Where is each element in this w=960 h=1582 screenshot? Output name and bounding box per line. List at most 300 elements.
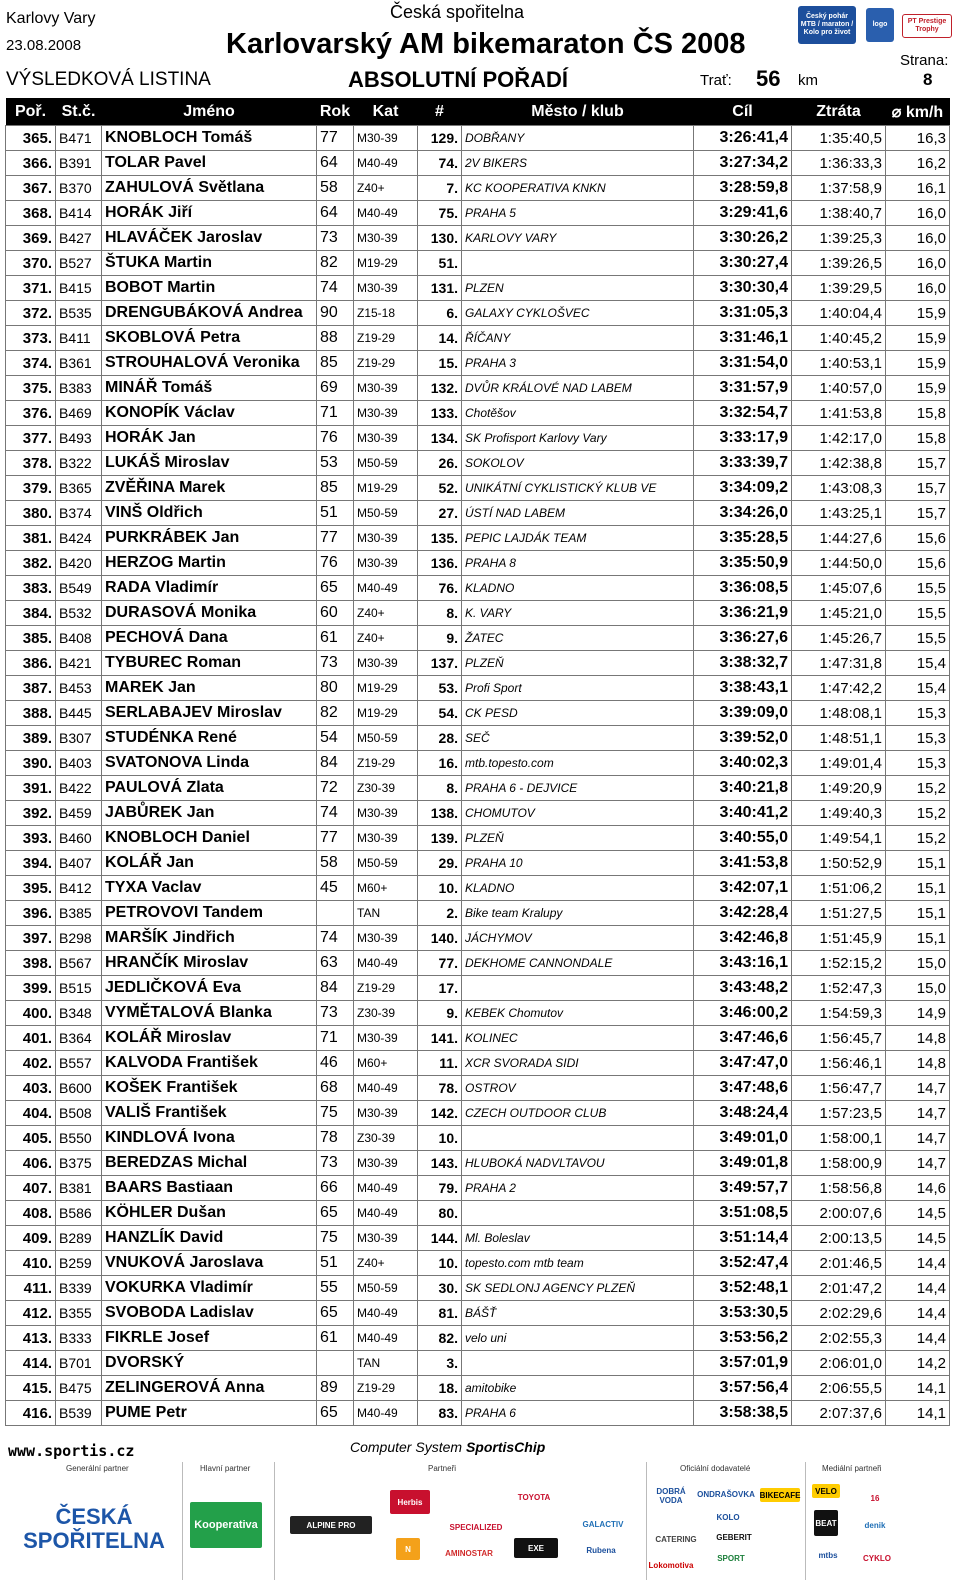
cell-gap: 1:56:45,7 (792, 1026, 886, 1051)
cell-gap: 2:07:37,6 (792, 1401, 886, 1426)
cell-name: PURKRÁBEK Jan (102, 526, 317, 551)
cell-finish-time: 3:30:30,4 (694, 276, 792, 301)
cell-gap: 2:00:13,5 (792, 1226, 886, 1251)
cell-year: 54 (317, 726, 354, 751)
sponsor-logo: Herbis (390, 1490, 430, 1514)
cell-category-rank: 29. (418, 851, 462, 876)
cell-category: M19-29 (354, 251, 418, 276)
cell-category: M19-29 (354, 701, 418, 726)
cell-gap: 1:51:27,5 (792, 901, 886, 926)
cell-category: Z30-39 (354, 1001, 418, 1026)
cell-category-rank: 14. (418, 326, 462, 351)
cell-year: 78 (317, 1126, 354, 1151)
cell-start-number: B365 (56, 476, 102, 501)
cell-category-rank: 143. (418, 1151, 462, 1176)
cell-finish-time: 3:32:54,7 (694, 401, 792, 426)
cell-category-rank: 82. (418, 1326, 462, 1351)
cell-category: M30-39 (354, 651, 418, 676)
sponsor-logo: SPORT (712, 1550, 750, 1566)
cell-start-number: B471 (56, 126, 102, 151)
cell-name: TYXA Vaclav (102, 876, 317, 901)
cell-finish-time: 3:57:01,9 (694, 1351, 792, 1376)
header-row (6, 98, 950, 126)
cell-category: M40-49 (354, 201, 418, 226)
cell-start-number: B557 (56, 1051, 102, 1076)
cell-category-rank: 17. (418, 976, 462, 1001)
cell-speed: 15,1 (886, 926, 950, 951)
cell-category-rank: 28. (418, 726, 462, 751)
sponsor-logo: CYKLO (862, 1550, 892, 1566)
cell-club: ŘÍČANY (462, 326, 694, 351)
cell-name: HANZLÍK David (102, 1226, 317, 1251)
cell-speed: 15,3 (886, 701, 950, 726)
cell-gap: 1:49:54,1 (792, 826, 886, 851)
cell-finish-time: 3:28:59,8 (694, 176, 792, 201)
cell-category-rank: 7. (418, 176, 462, 201)
sponsor-logo: Rubena (574, 1542, 628, 1558)
cell-gap: 2:02:55,3 (792, 1326, 886, 1351)
cell-club: HLUBOKÁ NADVLTAVOU (462, 1151, 694, 1176)
cell-club: PEPIC LAJDÁK TEAM (462, 526, 694, 551)
cell-category: M30-39 (354, 551, 418, 576)
cell-year: 46 (317, 1051, 354, 1076)
cell-start-number: B460 (56, 826, 102, 851)
cell-gap: 1:45:07,6 (792, 576, 886, 601)
cell-year: 63 (317, 951, 354, 976)
cell-start-number: B289 (56, 1226, 102, 1251)
cell-category: M30-39 (354, 376, 418, 401)
cell-category: M50-59 (354, 501, 418, 526)
cell-year: 76 (317, 551, 354, 576)
cell-finish-time: 3:29:41,6 (694, 201, 792, 226)
cell-name: DVORSKÝ (102, 1351, 317, 1376)
cell-category-rank: 51. (418, 251, 462, 276)
cell-start-number: B381 (56, 1176, 102, 1201)
cell-speed: 14,8 (886, 1026, 950, 1051)
cell-finish-time: 3:41:53,8 (694, 851, 792, 876)
cell-club: DOBŘANY (462, 126, 694, 151)
cell-category: M50-59 (354, 851, 418, 876)
cell-finish-time: 3:31:05,3 (694, 301, 792, 326)
cell-start-number: B427 (56, 226, 102, 251)
sponsor-logo: ALPINE PRO (290, 1516, 372, 1534)
cell-rank: 369. (6, 226, 56, 251)
cell-year: 55 (317, 1276, 354, 1301)
table-row (6, 351, 950, 376)
cell-gap: 1:44:27,6 (792, 526, 886, 551)
cell-name: STUDÉNKA René (102, 726, 317, 751)
table-row (6, 776, 950, 801)
cell-start-number: B424 (56, 526, 102, 551)
cell-category: M30-39 (354, 1026, 418, 1051)
cell-category: M40-49 (354, 951, 418, 976)
computer-system-label: Computer System (350, 1439, 463, 1455)
cell-year: 77 (317, 126, 354, 151)
cell-category-rank: 77. (418, 951, 462, 976)
cell-year: 64 (317, 151, 354, 176)
cell-start-number: B414 (56, 201, 102, 226)
cell-year: 74 (317, 801, 354, 826)
table-row (6, 1101, 950, 1126)
cell-gap: 1:52:47,3 (792, 976, 886, 1001)
cell-speed: 14,4 (886, 1326, 950, 1351)
cell-gap: 1:52:15,2 (792, 951, 886, 976)
cell-gap: 1:36:33,3 (792, 151, 886, 176)
cell-rank: 379. (6, 476, 56, 501)
table-row (6, 601, 950, 626)
cell-start-number: B391 (56, 151, 102, 176)
place: Karlovy Vary (6, 10, 96, 27)
cell-finish-time: 3:43:48,2 (694, 976, 792, 1001)
cell-category: M30-39 (354, 1226, 418, 1251)
cell-speed: 15,9 (886, 326, 950, 351)
cell-name: KALVODA František (102, 1051, 317, 1076)
table-row (6, 651, 950, 676)
cell-year: 71 (317, 1026, 354, 1051)
cell-year: 88 (317, 326, 354, 351)
cell-club: KOLINEC (462, 1026, 694, 1051)
cell-speed: 14,5 (886, 1226, 950, 1251)
cell-gap: 1:42:17,0 (792, 426, 886, 451)
cell-rank: 365. (6, 126, 56, 151)
cell-category: M30-39 (354, 276, 418, 301)
cell-finish-time: 3:40:02,3 (694, 751, 792, 776)
cell-finish-time: 3:40:55,0 (694, 826, 792, 851)
cell-year: 82 (317, 251, 354, 276)
cell-club: PRAHA 6 (462, 1401, 694, 1426)
cell-category-rank: 6. (418, 301, 462, 326)
table-row (6, 626, 950, 651)
cell-name: SVATONOVA Linda (102, 751, 317, 776)
cell-club: K. VARY (462, 601, 694, 626)
cell-year: 65 (317, 1301, 354, 1326)
cell-category-rank: 144. (418, 1226, 462, 1251)
cell-year: 76 (317, 426, 354, 451)
cell-rank: 375. (6, 376, 56, 401)
cell-category-rank: 26. (418, 451, 462, 476)
cell-category-rank: 30. (418, 1276, 462, 1301)
cell-speed: 14,8 (886, 1051, 950, 1076)
table-row (6, 551, 950, 576)
category-general: Generální partner (66, 1464, 129, 1473)
cell-rank: 385. (6, 626, 56, 651)
category-suppliers: Oficiální dodavatelé (680, 1464, 751, 1473)
cell-club: BÁŠŤ (462, 1301, 694, 1326)
cell-finish-time: 3:46:00,2 (694, 1001, 792, 1026)
cell-start-number: B412 (56, 876, 102, 901)
cell-speed: 14,5 (886, 1201, 950, 1226)
cell-finish-time: 3:36:27,6 (694, 626, 792, 651)
cell-rank: 381. (6, 526, 56, 551)
cell-gap: 1:35:40,5 (792, 126, 886, 151)
cell-year: 51 (317, 501, 354, 526)
trat-label: Trať: (700, 72, 732, 89)
website-link[interactable]: www.sportis.cz (8, 1442, 135, 1460)
cell-category-rank: 132. (418, 376, 462, 401)
cell-category: M40-49 (354, 1401, 418, 1426)
cell-club: CK PESD (462, 701, 694, 726)
cell-category-rank: 134. (418, 426, 462, 451)
cell-rank: 400. (6, 1001, 56, 1026)
cell-name: HRANČÍK Miroslav (102, 951, 317, 976)
cell-finish-time: 3:57:56,4 (694, 1376, 792, 1401)
cell-speed: 15,4 (886, 651, 950, 676)
cell-start-number: B385 (56, 901, 102, 926)
table-row (6, 826, 950, 851)
cell-category-rank: 81. (418, 1301, 462, 1326)
cell-club: PLZEŇ (462, 826, 694, 851)
table-row (6, 1126, 950, 1151)
cell-rank: 382. (6, 551, 56, 576)
cell-rank: 388. (6, 701, 56, 726)
cell-speed: 15,3 (886, 726, 950, 751)
cell-speed: 16,0 (886, 276, 950, 301)
sponsor-logo: VELO (812, 1484, 840, 1498)
cell-start-number: B453 (56, 676, 102, 701)
table-row (6, 1076, 950, 1101)
cell-year: 58 (317, 176, 354, 201)
cell-name: KOLÁŘ Jan (102, 851, 317, 876)
cell-name: BEREDZAS Michal (102, 1151, 317, 1176)
cell-rank: 384. (6, 601, 56, 626)
cell-category: M40-49 (354, 1201, 418, 1226)
sponsor-logo: Lokomotiva (654, 1556, 688, 1574)
cell-start-number: B415 (56, 276, 102, 301)
table-row (6, 476, 950, 501)
cell-finish-time: 3:51:14,4 (694, 1226, 792, 1251)
trat-unit: km (798, 72, 818, 89)
title-sponsor: Česká spořitelna (390, 2, 525, 22)
table-row (6, 576, 950, 601)
cell-rank: 370. (6, 251, 56, 276)
cell-category-rank: 18. (418, 1376, 462, 1401)
cell-finish-time: 3:49:01,0 (694, 1126, 792, 1151)
strana-label: Strana: (900, 52, 949, 69)
cell-rank: 390. (6, 751, 56, 776)
cell-club: KLADNO (462, 876, 694, 901)
cell-category-rank: 138. (418, 801, 462, 826)
col-header-stc: St.č. (56, 98, 102, 126)
cell-category: M30-39 (354, 426, 418, 451)
cell-category: M50-59 (354, 451, 418, 476)
cell-club: SK Profisport Karlovy Vary (462, 426, 694, 451)
sponsor-logo: GEBERIT (712, 1530, 756, 1544)
cell-name: SVOBODA Ladislav (102, 1301, 317, 1326)
cell-year: 65 (317, 1201, 354, 1226)
cell-speed: 15,7 (886, 451, 950, 476)
cell-speed: 15,7 (886, 476, 950, 501)
cell-speed: 15,4 (886, 676, 950, 701)
cell-year: 72 (317, 776, 354, 801)
cell-club: CZECH OUTDOOR CLUB (462, 1101, 694, 1126)
ceska-sporitelna-logo: ČESKÁ SPOŘITELNA (23, 1504, 165, 1553)
cell-speed: 15,0 (886, 976, 950, 1001)
cell-start-number: B361 (56, 351, 102, 376)
cell-rank: 368. (6, 201, 56, 226)
cell-finish-time: 3:33:39,7 (694, 451, 792, 476)
cell-club: ŽATEC (462, 626, 694, 651)
cell-start-number: B459 (56, 801, 102, 826)
cell-name: RADA Vladimír (102, 576, 317, 601)
cell-speed: 15,2 (886, 776, 950, 801)
sponsor-logo: denik (858, 1518, 892, 1532)
cell-rank: 386. (6, 651, 56, 676)
cell-year: 89 (317, 1376, 354, 1401)
cell-category-rank: 16. (418, 751, 462, 776)
cell-club (462, 1126, 694, 1151)
cell-name: MARŠÍK Jindřich (102, 926, 317, 951)
cell-gap: 1:58:56,8 (792, 1176, 886, 1201)
cell-finish-time: 3:35:50,9 (694, 551, 792, 576)
cell-category: M30-39 (354, 926, 418, 951)
table-row (6, 1401, 950, 1426)
cell-category: M40-49 (354, 576, 418, 601)
cell-category: M40-49 (354, 1076, 418, 1101)
cell-name: ZAHULOVÁ Světlana (102, 176, 317, 201)
cell-category: M30-39 (354, 1101, 418, 1126)
cell-name: KINDLOVÁ Ivona (102, 1126, 317, 1151)
cell-speed: 14,4 (886, 1276, 950, 1301)
cell-club: PRAHA 2 (462, 1176, 694, 1201)
trat-value: 56 (756, 66, 781, 91)
cell-gap: 1:38:40,7 (792, 201, 886, 226)
cell-gap: 1:54:59,3 (792, 1001, 886, 1026)
cell-rank: 399. (6, 976, 56, 1001)
cell-club (462, 1351, 694, 1376)
cell-year: 51 (317, 1251, 354, 1276)
cell-speed: 15,6 (886, 526, 950, 551)
cell-name: TYBUREC Roman (102, 651, 317, 676)
cell-rank: 374. (6, 351, 56, 376)
table-row (6, 676, 950, 701)
cell-name: JEDLIČKOVÁ Eva (102, 976, 317, 1001)
col-header-cil: Cíl (694, 98, 792, 126)
table-row (6, 1151, 950, 1176)
cell-gap: 1:39:26,5 (792, 251, 886, 276)
cell-finish-time: 3:27:34,2 (694, 151, 792, 176)
category-partners: Partneři (428, 1464, 457, 1473)
cell-start-number: B532 (56, 601, 102, 626)
cell-category-rank: 8. (418, 776, 462, 801)
cell-category: TAN (354, 1351, 418, 1376)
cell-speed: 16,2 (886, 151, 950, 176)
cell-club: DEKHOME CANNONDALE (462, 951, 694, 976)
cell-category: Z19-29 (354, 351, 418, 376)
cell-speed: 15,5 (886, 626, 950, 651)
cell-rank: 406. (6, 1151, 56, 1176)
cell-category-rank: 76. (418, 576, 462, 601)
table-row (6, 1001, 950, 1026)
cell-category-rank: 52. (418, 476, 462, 501)
cell-club: GALAXY CYKLOŠVEC (462, 301, 694, 326)
table-row (6, 1251, 950, 1276)
cell-gap: 2:02:29,6 (792, 1301, 886, 1326)
col-header-hash: # (418, 98, 462, 126)
cell-category-rank: 53. (418, 676, 462, 701)
computer-system (350, 1439, 545, 1455)
cell-name: KNOBLOCH Tomáš (102, 126, 317, 151)
cell-finish-time: 3:38:43,1 (694, 676, 792, 701)
cell-category-rank: 83. (418, 1401, 462, 1426)
cell-category: Z19-29 (354, 1376, 418, 1401)
cell-category-rank: 2. (418, 901, 462, 926)
table-row (6, 1226, 950, 1251)
table-row (6, 801, 950, 826)
cell-finish-time: 3:33:17,9 (694, 426, 792, 451)
cell-speed: 16,3 (886, 126, 950, 151)
cell-category: Z19-29 (354, 751, 418, 776)
cell-gap: 1:48:08,1 (792, 701, 886, 726)
cell-name: ŠTUKA Martin (102, 251, 317, 276)
cell-category-rank: 54. (418, 701, 462, 726)
cell-speed: 15,1 (886, 851, 950, 876)
cell-finish-time: 3:31:57,9 (694, 376, 792, 401)
cell-category-rank: 11. (418, 1051, 462, 1076)
table-row (6, 751, 950, 776)
cell-name: PUME Petr (102, 1401, 317, 1426)
cell-finish-time: 3:53:56,2 (694, 1326, 792, 1351)
cell-finish-time: 3:31:54,0 (694, 351, 792, 376)
cell-category-rank: 135. (418, 526, 462, 551)
cell-club: velo uni (462, 1326, 694, 1351)
sponsor-logo: mtbs (812, 1548, 844, 1562)
cell-category: Z40+ (354, 601, 418, 626)
cell-category-rank: 140. (418, 926, 462, 951)
table-row (6, 276, 950, 301)
cell-rank: 402. (6, 1051, 56, 1076)
cell-start-number: B408 (56, 626, 102, 651)
cell-club: mtb.topesto.com (462, 751, 694, 776)
cell-name: ZVĚŘINA Marek (102, 476, 317, 501)
cell-name: MAREK Jan (102, 676, 317, 701)
cell-year: 60 (317, 601, 354, 626)
cell-name: KNOBLOCH Daniel (102, 826, 317, 851)
cell-start-number: B298 (56, 926, 102, 951)
cell-finish-time: 3:36:08,5 (694, 576, 792, 601)
cell-category-rank: 9. (418, 626, 462, 651)
cell-speed: 15,2 (886, 826, 950, 851)
cell-rank: 387. (6, 676, 56, 701)
cell-category-rank: 8. (418, 601, 462, 626)
cell-start-number: B527 (56, 251, 102, 276)
cell-finish-time: 3:43:16,1 (694, 951, 792, 976)
cell-category-rank: 142. (418, 1101, 462, 1126)
cell-gap: 1:47:31,8 (792, 651, 886, 676)
table-row (6, 1351, 950, 1376)
cell-category: M40-49 (354, 1326, 418, 1351)
cell-start-number: B375 (56, 1151, 102, 1176)
cell-start-number: B420 (56, 551, 102, 576)
cell-gap: 1:43:25,1 (792, 501, 886, 526)
table-row (6, 401, 950, 426)
cell-finish-time: 3:47:47,0 (694, 1051, 792, 1076)
cell-start-number: B339 (56, 1276, 102, 1301)
cell-category: M30-39 (354, 826, 418, 851)
cell-finish-time: 3:48:24,4 (694, 1101, 792, 1126)
cell-category: M30-39 (354, 226, 418, 251)
cell-category: M30-39 (354, 801, 418, 826)
cell-speed: 15,9 (886, 351, 950, 376)
cell-category-rank: 129. (418, 126, 462, 151)
cell-finish-time: 3:51:08,5 (694, 1201, 792, 1226)
cell-year: 75 (317, 1226, 354, 1251)
cell-finish-time: 3:47:48,6 (694, 1076, 792, 1101)
cell-gap: 1:56:47,7 (792, 1076, 886, 1101)
cell-club: amitobike (462, 1376, 694, 1401)
cell-gap: 1:50:52,9 (792, 851, 886, 876)
cell-category: M40-49 (354, 1301, 418, 1326)
table-row (6, 426, 950, 451)
